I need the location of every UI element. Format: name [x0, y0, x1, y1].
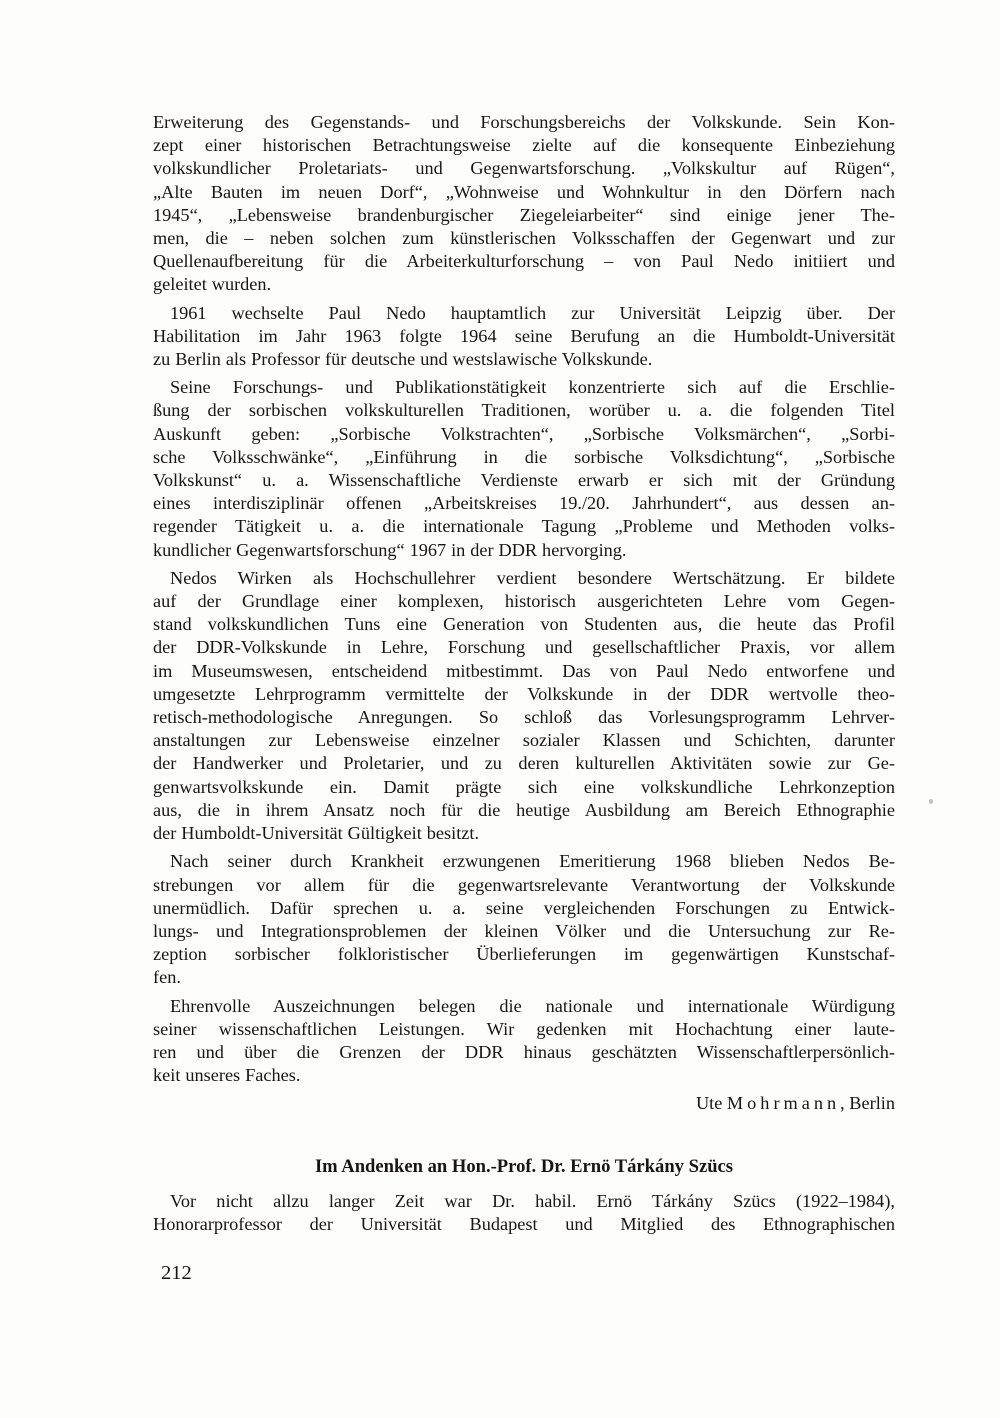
section-heading: Im Andenken an Hon.-Prof. Dr. Ernö Tárkány Szücs [314, 1155, 734, 1177]
text-line: zu Berlin als Professor für deutsche und westslawische Volkskunde. [153, 349, 653, 370]
text-line: men, die – neben solchen zum künstlerischen Volksschaffen der Gegenwart und zur [153, 228, 895, 249]
text-line: regender Tätigkeit u. a. die internationale Tagung „Probleme und Methoden volks- [153, 516, 895, 537]
signature-name: Mohrmann [726, 1093, 841, 1114]
text-column [153, 111, 895, 1241]
text-line: volkskundlicher Proletariats- und Gegenwartsforschung. „Volkskultur auf Rügen“, [153, 158, 895, 179]
text-line: 1961 wechselte Paul Nedo hauptamtlich zur Universität Leipzig über. Der [170, 302, 895, 323]
text-line: fen. [153, 967, 181, 988]
text-line: ßung der sorbischen volkskulturellen Traditionen, worüber u. a. die folgenden Titel [153, 400, 895, 421]
text-line: eines interdisziplinär offenen „Arbeitskreises 19./20. Jahrhundert“, aus dessen an- [153, 493, 895, 514]
paragraph [153, 995, 895, 1088]
text-line: auf der Grundlage einer komplexen, historisch ausgerichteten Lehre vom Gegen- [153, 591, 895, 612]
text-line: im Museumswesen, entscheidend mitbestimmt. Das von Paul Nedo entworfene und [153, 660, 895, 681]
paragraph [153, 111, 895, 297]
text-line: der Handwerker und Proletarier, und zu deren kulturellen Aktivitäten sowie zur Ge- [153, 753, 895, 774]
text-line: seiner wissenschaftlichen Leistungen. Wir gedenken mit Hochachtung einer laute- [153, 1018, 895, 1039]
text-line: stand volkskundlichen Tuns eine Generation von Studenten aus, die heute das Profil [153, 614, 895, 635]
obituary-paragraphs [153, 111, 895, 1087]
paragraph [153, 376, 895, 562]
text-line: strebungen vor allem für die gegenwartsrelevante Verantwortung der Volkskunde [153, 874, 895, 895]
text-line: keit unseres Faches. [153, 1065, 301, 1086]
text-line: unermüdlich. Dafür sprechen u. a. seine vergleichenden Forschungen zu Entwick- [153, 897, 895, 918]
text-line: zeption sorbischer folkloristischer Überlieferungen im gegenwärtigen Kunstschaf- [153, 944, 895, 965]
text-line: der Humboldt-Universität Gültigkeit besitzt. [153, 823, 480, 844]
text-line: Nach seiner durch Krankheit erzwungenen Emeritierung 1968 blieben Nedos Be- [170, 851, 895, 872]
paragraph [153, 850, 895, 989]
text-line: Auskunft geben: „Sorbische Volkstrachten“, „Sorbische Volksmärchen“, „Sorbi- [153, 423, 895, 444]
text-line: der DDR-Volkskunde in Lehre, Forschung und gesellschaftlicher Praxis, vor allem [153, 637, 895, 658]
text-line: „Alte Bauten im neuen Dorf“, „Wohnweise und Wohnkultur in den Dörfern nach [153, 181, 895, 202]
text-line: 1945“, „Lebensweise brandenburgischer Ziegeleiarbeiter“ sind einige jener The- [153, 204, 895, 225]
memorial-paragraphs [153, 1190, 895, 1236]
text-line: aus, die in ihrem Ansatz noch für die heutige Ausbildung am Bereich Ethnographie [153, 799, 895, 820]
text-line: sche Volksschwänke“, „Einführung in die sorbische Volksdichtung“, „Sorbische [153, 446, 895, 467]
paragraph [153, 302, 895, 372]
signature-prefix: Ute [695, 1093, 727, 1114]
text-line: Volkskunst“ u. a. Wissenschaftliche Verdienste erwarb er sich mit der Gründung [153, 470, 895, 491]
text-line: zept einer historischen Betrachtungsweise zielte auf die konsequente Einbeziehung [153, 135, 895, 156]
text-line: lungs- und Integrationsproblemen der kleinen Völker und die Untersuchung zur Re- [153, 920, 895, 941]
text-line: Erweiterung des Gegenstands- und Forschungsbereichs der Volkskunde. Sein Kon- [153, 112, 895, 132]
text-line: ren und über die Grenzen der DDR hinaus geschätzten Wissenschaftlerpersönlich- [153, 1041, 895, 1062]
text-line: umgesetzte Lehrprogramm vermittelte der Volkskunde in der DDR wertvolle theo- [153, 683, 895, 704]
text-line: kundlicher Gegenwartsforschung“ 1967 in der DDR hervorging. [153, 539, 627, 560]
text-line: retisch-methodologische Anregungen. So schloß das Vorlesungsprogramm Lehrver- [153, 707, 895, 728]
text-line: geleitet wurden. [153, 274, 272, 295]
text-line: Quellenaufbereitung für die Arbeiterkulturforschung – von Paul Nedo initiiert und [153, 251, 895, 272]
text-line: anstaltungen zur Lebensweise einzelner sozialer Klassen und Schichten, darunter [153, 730, 895, 751]
signature [153, 1092, 895, 1115]
text-line: genwartsvolkskunde ein. Damit prägte sich eine volkskundliche Lehrkonzeption [153, 776, 895, 797]
text-line: Honorarprofessor der Universität Budapest und Mitglied des Ethnographischen [153, 1213, 895, 1234]
text-line: Seine Forschungs- und Publikationstätigkeit konzentrierte sich auf die Erschlie- [170, 377, 895, 398]
text-line: Habilitation im Jahr 1963 folgte 1964 seine Berufung an die Humboldt-Universität [153, 325, 895, 346]
text-line: Vor nicht allzu langer Zeit war Dr. habil. Ernö Tárkány Szücs (1922–1984), [170, 1190, 895, 1211]
text-line: Ehrenvolle Auszeichnungen belegen die nationale und internationale Würdigung [170, 995, 895, 1016]
paragraph [153, 1190, 895, 1236]
page-number: 212 [161, 1262, 192, 1284]
paragraph [153, 567, 895, 845]
text-line: Nedos Wirken als Hochschullehrer verdient besondere Wertschätzung. Er bildete [170, 567, 895, 588]
signature-suffix: , Berlin [840, 1093, 895, 1114]
scan-artifact-speck [929, 799, 933, 804]
